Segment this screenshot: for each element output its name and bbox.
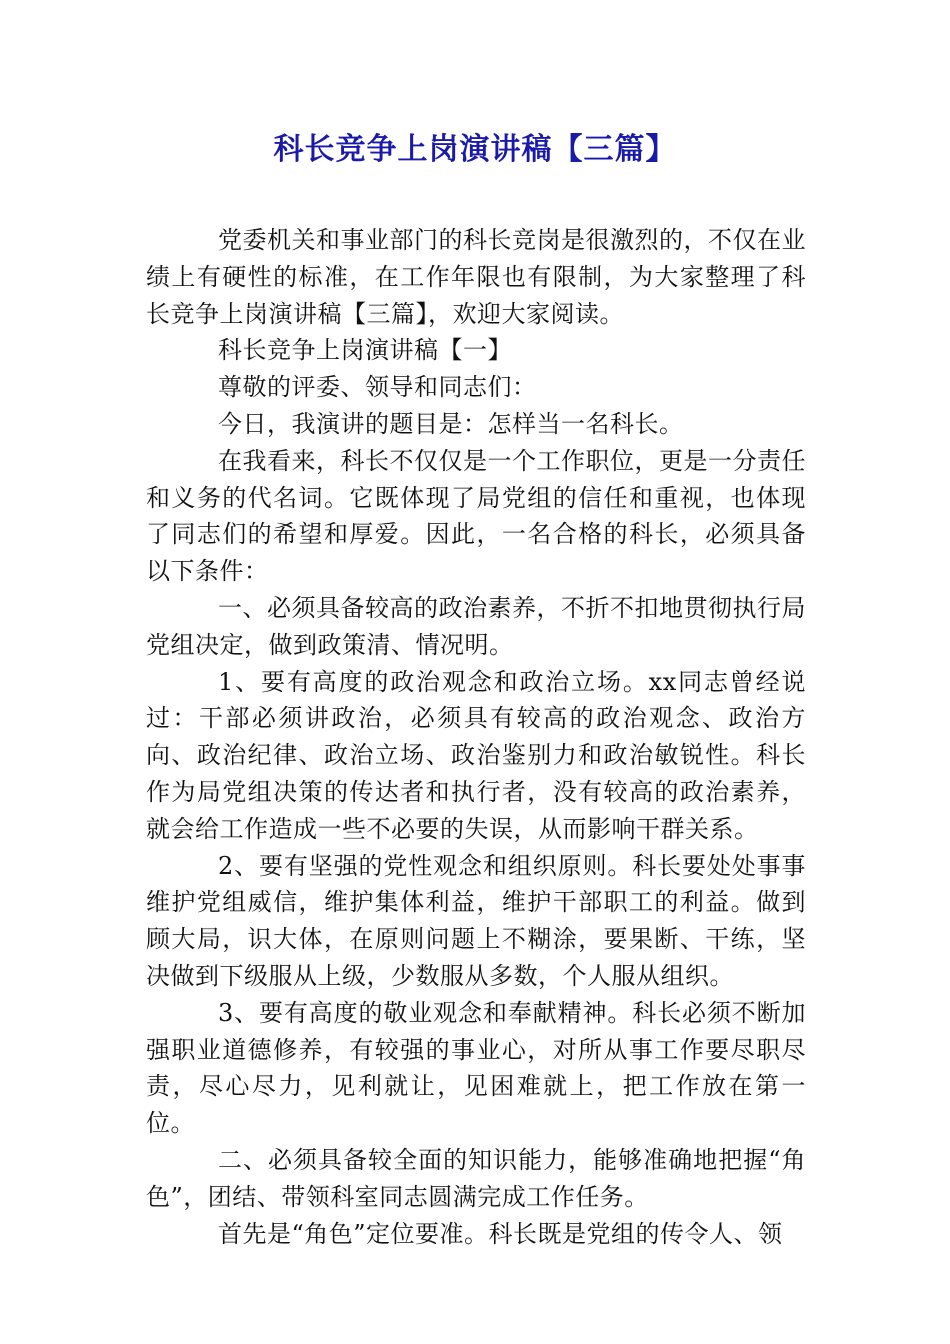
document-title: 科长竞争上岗演讲稿【三篇】	[273, 132, 677, 167]
paragraph: 2、要有坚强的党性观念和组织原则。科长要处处事事维护党组威信，维护集体利益，维护干部职工的利益。做到顾大局，识大体，在原则问题上不糊涂，要果断、干练，坚决做到下级服从上级，少数服从多数，个人服从组织。	[146, 851, 806, 990]
paragraph: 3、要有高度的敬业观念和奉献精神。科长必须不断加强职业道德修养，有较强的事业心，对所从事工作要尽职尽责，尽心尽力，见利就让，见困难就上，把工作放在第一位。	[146, 998, 806, 1138]
paragraph-section-heading: 科长竞争上岗演讲稿【一】	[218, 336, 512, 365]
paragraph: 二、必须具备较全面的知识能力，能够准确地把握“角色”，团结、带领科室同志圆满完成工作任务。	[146, 1145, 806, 1211]
paragraph: 首先是“角色”定位要准。科长既是党组的传令人、领	[218, 1219, 783, 1248]
paragraph: 1、要有高度的政治观念和政治立场。xx同志曾经说过：干部必须讲政治，必须具有较高的政治观念、政治方向、政治纪律、政治立场、政治鉴别力和政治敏锐性。科长作为局党组决策的传达者和执行者，没有较高的政治素养，就会给工作造成一些不必要的失误，从而影响干群关系。	[146, 667, 806, 843]
paragraph-intro: 党委机关和事业部门的科长竞岗是很激烈的，不仅在业绩上有硬性的标准，在工作年限也有限制，为大家整理了科长竞争上岗演讲稿【三篇】，欢迎大家阅读。	[146, 226, 806, 328]
document-body	[146, 222, 806, 1252]
paragraph-topic: 今日，我演讲的题目是：怎样当一名科长。	[218, 409, 684, 438]
paragraph: 在我看来，科长不仅仅是一个工作职位，更是一分责任和义务的代名词。它既体现了局党组的信任和重视，也体现了同志们的希望和厚爱。因此，一名合格的科长，必须具备以下条件：	[146, 446, 806, 586]
paragraph: 一、必须具备较高的政治素养，不折不扣地贯彻执行局党组决定，做到政策清、情况明。	[146, 593, 806, 659]
paragraph-salutation: 尊敬的评委、领导和同志们：	[218, 373, 537, 402]
